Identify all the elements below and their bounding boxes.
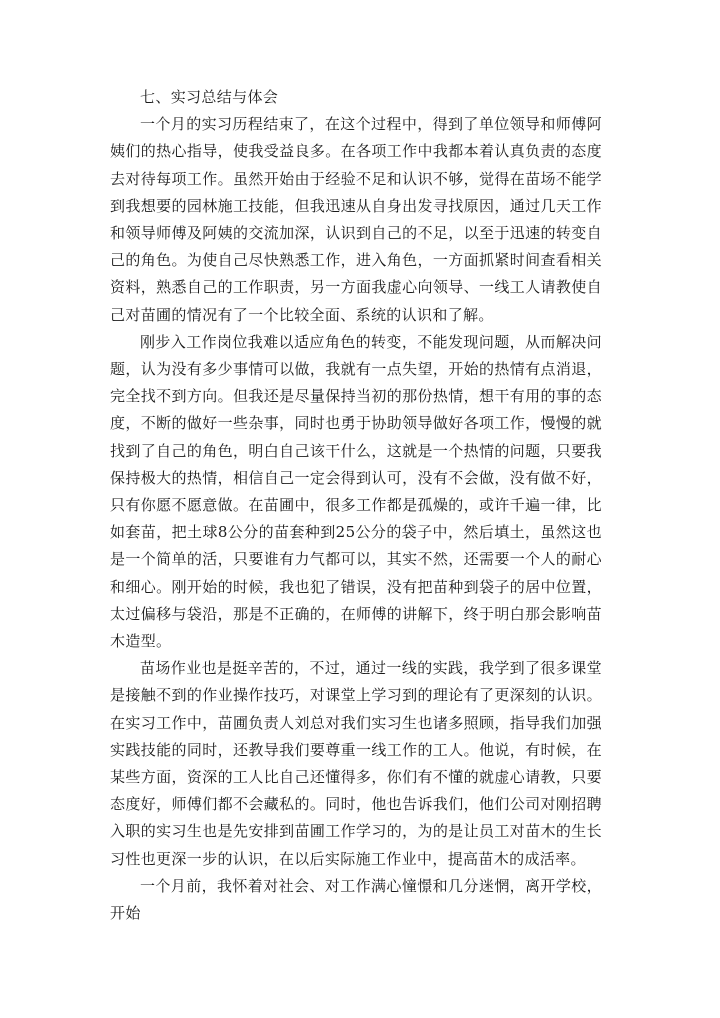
paragraph-2: 刚步入工作岗位我难以适应角色的转变，不能发现问题，从而解决问题，认为没有多少事情可以做，我就有一点失望，开始的热情有点消退，完全找不到方向。但我还是尽量保持当初的那份热情，想干有用的事的态度，不断的做好一些杂事，同时也勇于协助领导做好各项工作，慢慢的就找到了自己的角色，明白自己该干什么，这就是一个热情的问题，只要我保持极大的热情，相信自己一定会得到认可，没有不会做，没有做不好，只有你愿不愿意做。在苗圃中，很多工作都是孤燥的，或许千遍一律，比如套苗，把土球8公分的苗套种到25公分的袋子中，然后填土，虽然这也是一个简单的活，只要谁有力气都可以，其实不然，还需要一个人的耐心和细心。刚开始的时候，我也犯了错误，没有把苗种到袋子的居中位置，太过偏移与袋沿，那是不正确的，在师傅的讲解下，终于明白那会影响苗木造型。 xyxy=(110,332,602,651)
document-page xyxy=(110,84,602,927)
paragraph-1: 一个月的实习历程结束了，在这个过程中，得到了单位领导和师傅阿姨们的热心指导，使我受益良多。在各项工作中我都本着认真负责的态度去对待每项工作。虽然开始由于经验不足和认识不够，觉得在苗场不能学到我想要的园林施工技能，但我迅速从自身出发寻找原因，通过几天工作和领导师傅及阿姨的交流加深，认识到自己的不足，以至于迅速的转变自己的角色。为使自己尽快熟悉工作，进入角色，一方面抓紧时间查看相关资料，熟悉自己的工作职责，另一方面我虚心向领导、一线工人请教使自己对苗圃的情况有了一个比较全面、系统的认识和了解。 xyxy=(110,115,602,324)
section-heading: 七、实习总结与体会 xyxy=(140,88,279,106)
paragraph-3: 苗场作业也是挺辛苦的，不过，通过一线的实践，我学到了很多课堂是接触不到的作业操作技巧，对课堂上学习到的理论有了更深刻的认识。在实习工作中，苗圃负责人刘总对我们实习生也诸多照顾，指导我们加强实践技能的同时，还教导我们要尊重一线工作的工人。他说，有时候，在某些方面，资深的工人比自己还懂得多，你们有不懂的就虚心请教，只要态度好，师傅们都不会藏私的。同时，他也告诉我们，他们公司对刚招聘入职的实习生也是先安排到苗圃工作学习的，为的是让员工对苗木的生长习性也更深一步的认识，在以后实际施工作业中，提高苗木的成活率。 xyxy=(110,659,602,868)
paragraph-4: 一个月前，我怀着对社会、对工作满心憧憬和几分迷惘，离开学校，开始 xyxy=(110,876,602,923)
